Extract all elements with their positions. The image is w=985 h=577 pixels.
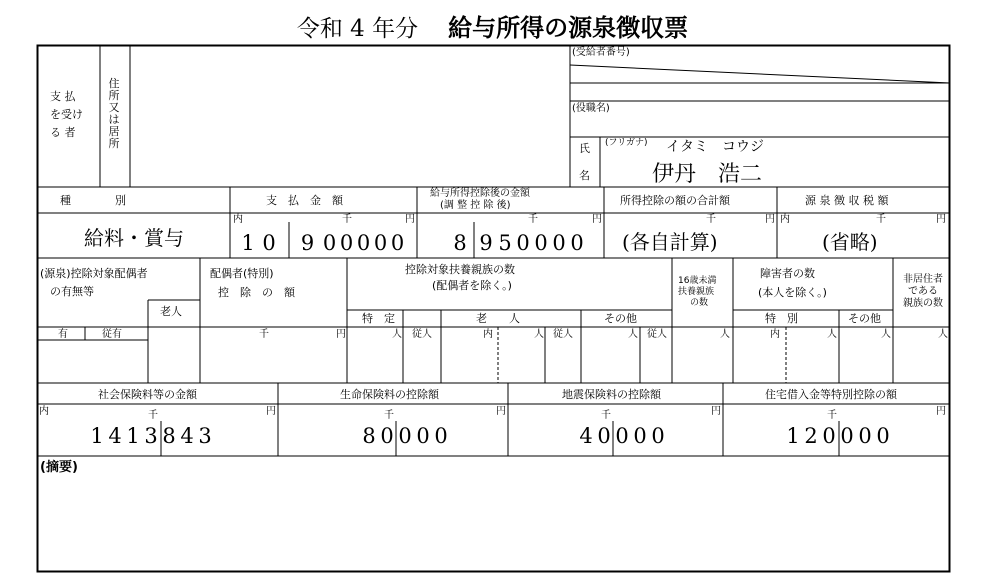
after-yen-unit: 円 <box>592 214 602 225</box>
spouse-special-header-2: 控 除 の 額 <box>218 286 295 299</box>
earthquake-thousand-unit: 千 <box>601 410 611 421</box>
spouse-header-1: (源泉)控除対象配偶者 <box>40 267 148 280</box>
spouse-elderly-header: 老人 <box>160 305 182 318</box>
position-label: (役職名) <box>572 103 610 114</box>
social-insurance-amount: 1 4 1 3 8 4 3 <box>90 424 212 448</box>
nonresident-person-unit: 人 <box>938 329 948 340</box>
under16-person-unit: 人 <box>720 329 730 340</box>
social-thousand-unit: 千 <box>148 410 158 421</box>
life-insurance-amount: 8 0 0 0 0 <box>362 424 448 448</box>
other-person-unit: 人 <box>628 329 638 340</box>
spouse-yes-label: 有 <box>58 329 68 340</box>
header-payment: 支 払 金 額 <box>266 194 343 207</box>
nonresident-header: 非居住者 である 親族の数 <box>903 274 943 309</box>
housing-yen-unit: 円 <box>936 406 946 417</box>
earthquake-insurance-header: 地震保険料の控除額 <box>562 388 661 401</box>
withholding-thousand-unit: 千 <box>876 214 886 225</box>
withholding-inner-unit: 内 <box>780 214 790 225</box>
specified-header: 特 定 <box>362 312 395 325</box>
header-withholding: 源 泉 徴 収 税 額 <box>805 194 889 207</box>
header-type: 種 別 <box>60 194 126 207</box>
spouse-special-thousand-unit: 千 <box>259 329 269 340</box>
life-thousand-unit: 千 <box>384 410 394 421</box>
housing-loan-amount: 1 2 0 0 0 0 <box>786 424 890 448</box>
elderly-person-unit: 人 <box>534 329 544 340</box>
header-after-deduction-2: (調 整 控 除 後) <box>440 200 511 211</box>
other-dependents-header: その他 <box>604 312 637 325</box>
spouse-header-2: の有無等 <box>50 285 94 298</box>
specified-subordinate-unit: 従人 <box>412 329 432 340</box>
income-type-value: 給料・賞与 <box>84 226 184 250</box>
disabled-header-1: 障害者の数 <box>760 267 815 280</box>
payment-amount: 1 0 9 0 0 0 0 0 <box>241 231 405 255</box>
title-era: 令和 4 年分 <box>296 16 419 42</box>
life-yen-unit: 円 <box>496 406 506 417</box>
recipient-name: 伊丹 浩二 <box>652 162 763 187</box>
social-insurance-header: 社会保険料等の金額 <box>98 388 197 401</box>
payment-thousand-unit: 千 <box>342 214 352 225</box>
after-deduction-amount: 8 9 5 0 0 0 0 <box>453 231 584 255</box>
disabled-inner-unit: 内 <box>770 329 780 340</box>
payment-inner-unit: 内 <box>233 214 243 225</box>
withholding-value: (省略) <box>822 230 878 254</box>
address-label: 住所又は居所 <box>108 77 120 150</box>
furigana-value: イタミ コウジ <box>666 139 764 155</box>
dependents-header-1: 控除対象扶養親族の数 <box>405 263 515 276</box>
remarks-label: (摘要) <box>40 460 78 475</box>
dependents-header-2: (配偶者を除く。) <box>432 279 512 292</box>
specified-person-unit: 人 <box>392 329 402 340</box>
life-insurance-header: 生命保険料の控除額 <box>340 388 439 401</box>
disabled-other-header: その他 <box>848 312 881 325</box>
earthquake-yen-unit: 円 <box>711 406 721 417</box>
header-after-deduction-1: 給与所得控除後の金額 <box>430 188 530 199</box>
name-label-2: 名 <box>579 169 590 182</box>
header-total-deductions: 所得控除の額の合計額 <box>620 194 730 207</box>
disabled-other-person-unit: 人 <box>881 329 891 340</box>
total-deductions-value: (各自計算) <box>622 230 718 254</box>
name-label-1: 氏 <box>579 142 590 155</box>
elderly-subordinate-unit: 従人 <box>553 329 573 340</box>
elderly-dependents-header: 老 人 <box>476 312 520 325</box>
social-yen-unit: 円 <box>266 406 276 417</box>
payment-yen-unit: 円 <box>405 214 415 225</box>
payee-label: 支 払 を受け る 者 <box>50 90 83 139</box>
withholding-yen-unit: 円 <box>936 214 946 225</box>
deductions-yen-unit: 円 <box>765 214 775 225</box>
under16-header: 16歳未満 扶養親族 の数 <box>678 276 717 308</box>
housing-loan-header: 住宅借入金等特別控除の額 <box>765 388 897 401</box>
after-thousand-unit: 千 <box>528 214 538 225</box>
disabled-header-2: (本人を除く。) <box>758 286 827 299</box>
spouse-subordinate-label: 従有 <box>102 329 122 340</box>
elderly-inner-unit: 内 <box>483 329 493 340</box>
spouse-special-yen-unit: 円 <box>336 329 346 340</box>
other-subordinate-unit: 従人 <box>647 329 667 340</box>
spouse-special-header-1: 配偶者(特別) <box>210 267 274 280</box>
housing-thousand-unit: 千 <box>827 410 837 421</box>
disabled-special-header: 特 別 <box>765 312 798 325</box>
title-main: 給与所得の源泉徴収票 <box>448 14 689 42</box>
earthquake-insurance-amount: 4 0 0 0 0 <box>579 424 665 448</box>
social-inner-unit: 内 <box>39 406 49 417</box>
disabled-special-person-unit: 人 <box>827 329 837 340</box>
recipient-number-label: (受給者番号) <box>572 47 630 58</box>
furigana-label: (フリガナ) <box>605 138 648 148</box>
deductions-thousand-unit: 千 <box>706 214 716 225</box>
